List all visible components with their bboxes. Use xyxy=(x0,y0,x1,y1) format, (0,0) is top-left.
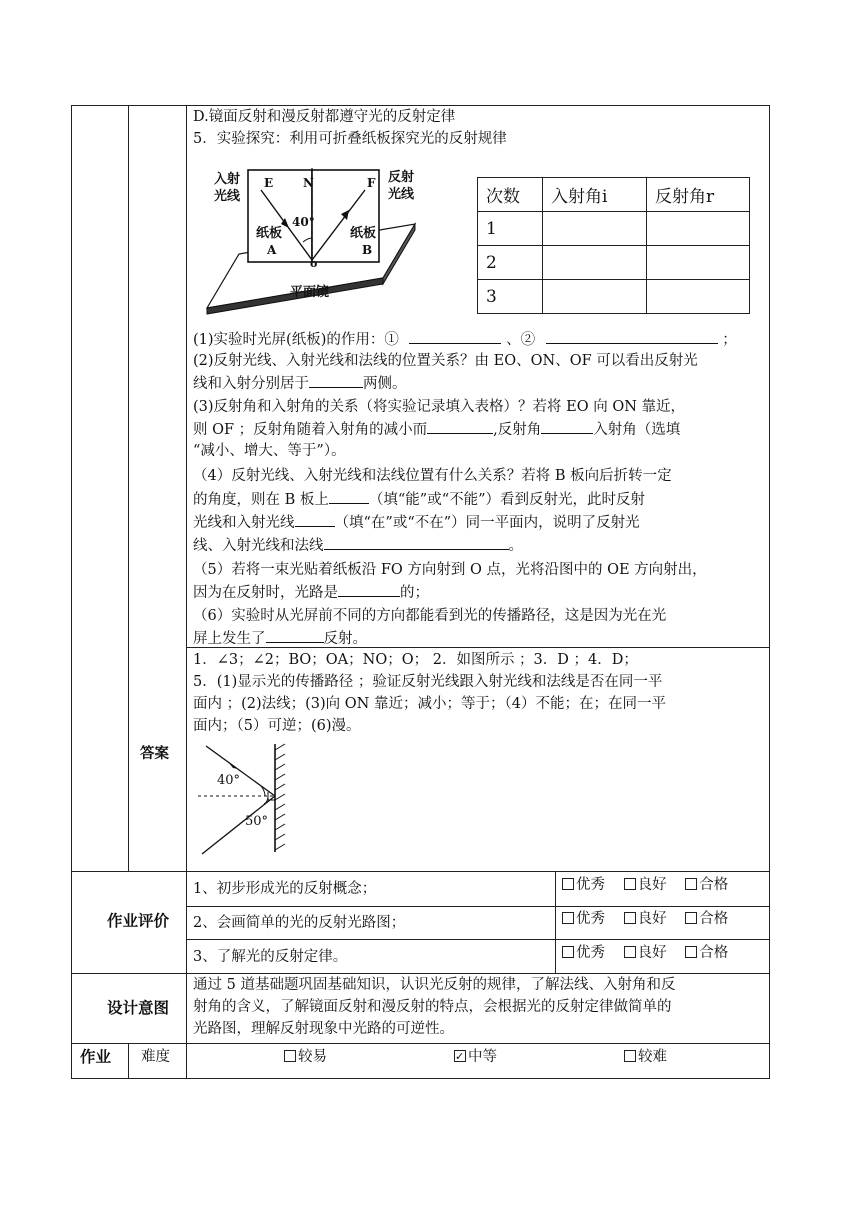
col-divider-2 xyxy=(186,105,187,1078)
data-table-cell[interactable] xyxy=(543,280,647,314)
col-divider-1-footer xyxy=(128,1043,129,1078)
fig-label-o: o xyxy=(310,257,318,270)
option-label-pass: 合格 xyxy=(699,945,729,961)
option-label-pass: 合格 xyxy=(699,911,729,927)
design-label: 设计意图 xyxy=(107,999,170,1017)
checkbox-pass[interactable] xyxy=(685,946,697,958)
fig-label-board-b-1: 纸板 xyxy=(350,226,377,241)
checkbox-good[interactable] xyxy=(624,878,636,890)
question-6-line-1: （6）实验时从光屏前不同的方向都能看到光的传播路径，这是因为光在光 xyxy=(193,608,667,624)
q5-blank[interactable] xyxy=(338,582,400,597)
q2-text-c: 两侧。 xyxy=(363,376,407,392)
q6-text-b: 屏上发生了 xyxy=(193,631,266,647)
checkbox-excellent[interactable] xyxy=(562,878,574,890)
question-6-line-2 xyxy=(193,628,367,650)
option-label-excellent: 优秀 xyxy=(576,945,605,961)
evaluation-options-row-1 xyxy=(562,875,728,896)
evaluation-options-row-2 xyxy=(562,909,728,930)
answer-label: 答案 xyxy=(140,746,169,762)
q1-text-c: ； xyxy=(722,332,737,348)
q4-blank-1[interactable] xyxy=(329,489,369,504)
option-label-excellent: 优秀 xyxy=(576,911,605,927)
item-5-title: 5．实验探究：利用可折叠纸板探究光的反射规律 xyxy=(193,131,507,147)
answer-fig-angle-1: 40° xyxy=(217,773,241,788)
item-d-text: D.镜面反射和漫反射都遵守光的反射定律 xyxy=(193,109,456,125)
design-line-1: 通过 5 道基础题巩固基础知识，认识光反射的规律，了解法线、入射角和反 xyxy=(193,977,676,993)
difficulty-option-hard xyxy=(624,1047,667,1068)
fig-label-angle: 40° xyxy=(292,215,315,229)
data-table-cell[interactable] xyxy=(543,212,647,246)
fig-label-reflect-2: 光线 xyxy=(388,187,415,202)
evaluation-label: 作业评价 xyxy=(107,912,170,930)
q2-text-b: 线和入射分别居于 xyxy=(193,376,309,392)
data-table-header: 次数 xyxy=(478,178,543,212)
q4-blank-3[interactable] xyxy=(324,535,509,550)
design-line-2: 射角的含义，了解镜面反射和漫反射的特点，会根据光的反射定律做简单的 xyxy=(193,999,672,1015)
fig-label-board-a-1: 纸板 xyxy=(256,226,283,241)
evaluation-item-3: 3、了解光的反射定律。 xyxy=(193,949,348,965)
difficulty-label-hard: 较难 xyxy=(638,1049,667,1065)
option-label-good: 良好 xyxy=(637,877,667,893)
answer-figure xyxy=(198,742,298,860)
eval-row-divider-1 xyxy=(186,906,770,907)
difficulty-label: 难度 xyxy=(141,1049,170,1065)
design-row-top-border xyxy=(71,973,770,974)
question-4-line-3 xyxy=(193,512,640,534)
fig-label-incident-2: 光线 xyxy=(214,189,241,204)
difficulty-label-medium: 中等 xyxy=(468,1049,497,1065)
answer-line-3: 面内 ；(2)法线；(3)向 ON 靠近；减小；等于；（4）不能；在；在同一平 xyxy=(193,696,666,712)
fig-label-board-b-2: B xyxy=(362,243,373,257)
col-divider-1 xyxy=(128,105,129,871)
data-table-cell[interactable] xyxy=(647,280,750,314)
q5-text-b: 因为在反射时，光路是 xyxy=(193,585,338,601)
difficulty-option-easy xyxy=(284,1047,327,1068)
q4-text-f: 线、入射光线和法线 xyxy=(193,538,324,554)
option-label-good: 良好 xyxy=(637,911,667,927)
eval-row-divider-2 xyxy=(186,939,770,940)
question-4-line-2 xyxy=(193,489,645,511)
data-table-header: 反射角r xyxy=(647,178,750,212)
fig-label-mirror: 平面镜 xyxy=(290,285,330,300)
question-4-line-4 xyxy=(193,535,523,557)
q4-text-g: 。 xyxy=(508,538,523,554)
option-label-excellent: 优秀 xyxy=(576,877,605,893)
data-table-cell[interactable] xyxy=(543,246,647,280)
table-right-border xyxy=(769,105,770,1078)
question-5-line-1: （5）若将一束光贴着纸板沿 FO 方向射到 O 点，光将沿图中的 OE 方向射出， xyxy=(193,562,707,578)
design-line-3: 光路图，理解反射现象中光路的可逆性。 xyxy=(193,1021,454,1037)
question-2-line-1: (2)反射光线、入射光线和法线的位置关系？由 EO、ON、OF 可以看出反射光 xyxy=(193,353,698,369)
q3-text-c: ,反射角 xyxy=(493,422,542,438)
q3-blank-2[interactable] xyxy=(541,419,593,434)
difficulty-option-medium xyxy=(454,1047,497,1068)
checkbox-pass[interactable] xyxy=(685,878,697,890)
question-4-line-1: （4）反射光线、入射光线和法线位置有什么关系？若将 B 板向后折转一定 xyxy=(193,468,672,484)
checkbox-good[interactable] xyxy=(624,946,636,958)
answer-line-4: 面内；（5）可逆；(6)漫。 xyxy=(193,718,361,734)
evaluation-item-1: 1、初步形成光的反射概念； xyxy=(193,881,377,897)
eval-options-divider xyxy=(555,871,556,973)
question-2-line-2 xyxy=(193,373,407,395)
checkbox-pass[interactable] xyxy=(685,912,697,924)
checkbox-medium-checked[interactable] xyxy=(454,1050,466,1062)
q6-text-c: 反射。 xyxy=(323,631,367,647)
checkbox-good[interactable] xyxy=(624,912,636,924)
table-left-border xyxy=(71,105,72,1078)
q4-text-d: 光线和入射光线 xyxy=(193,515,295,531)
q6-blank[interactable] xyxy=(266,628,324,643)
q4-text-e: （填“在”或“不在”）同一平面内，说明了反射光 xyxy=(334,515,640,531)
fig-label-f: F xyxy=(367,176,376,190)
table-top-border xyxy=(71,105,770,106)
fig-label-incident-1: 入射 xyxy=(214,172,241,187)
data-table-cell: 2 xyxy=(478,246,543,280)
q1-text-a: (1)实验时光屏(纸板)的作用：① xyxy=(193,332,399,348)
question-3-line-2 xyxy=(193,419,680,441)
difficulty-label-easy: 较易 xyxy=(298,1049,327,1065)
evaluation-item-2: 2、会画简单的光的反射光路图； xyxy=(193,915,406,931)
data-table-row xyxy=(478,212,750,246)
fig-label-board-a-2: A xyxy=(267,243,277,257)
data-table-row xyxy=(478,280,750,314)
checkbox-hard[interactable] xyxy=(624,1050,636,1062)
q4-text-b: 的角度，则在 B 板上 xyxy=(193,492,329,508)
option-label-good: 良好 xyxy=(637,945,667,961)
q3-text-b: 则 OF ；反射角随着入射角的减小而 xyxy=(193,422,428,438)
data-table-cell[interactable] xyxy=(647,246,750,280)
q3-blank-1[interactable] xyxy=(427,419,493,434)
question-1 xyxy=(193,329,737,351)
q2-blank[interactable] xyxy=(309,373,363,388)
footer-row-top-border xyxy=(71,1043,770,1044)
fig-label-reflect-1: 反射 xyxy=(388,170,415,185)
question-5-line-2 xyxy=(193,582,429,604)
data-table xyxy=(477,177,750,314)
table-bottom-border xyxy=(71,1078,770,1079)
answer-fig-angle-2: 50° xyxy=(245,814,269,829)
data-table-row xyxy=(478,246,750,280)
question-3-line-1: (3)反射角和入射角的关系（将实验记录填入表格）？若将 EO 向 ON 靠近， xyxy=(193,399,686,415)
checkbox-excellent[interactable] xyxy=(562,946,574,958)
evaluation-options-row-3 xyxy=(562,943,728,964)
q1-blank-1[interactable] xyxy=(409,329,501,344)
eval-row-top-border xyxy=(71,871,770,872)
data-table-cell: 1 xyxy=(478,212,543,246)
checkbox-easy[interactable] xyxy=(284,1050,296,1062)
data-table-header-row xyxy=(478,178,750,212)
q5-text-c: 的； xyxy=(400,585,429,601)
answer-line-1: 1．∠3；∠2；BO；OA；NO；O； 2．如图所示 ；3．D ；4．D； xyxy=(193,652,638,668)
fig-label-e: E xyxy=(264,176,274,190)
data-table-cell: 3 xyxy=(478,280,543,314)
q1-blank-2[interactable] xyxy=(546,329,718,344)
q4-text-c: （填“能”或“不能”）看到反射光，此时反射 xyxy=(368,492,646,508)
answer-line-2: 5．(1)显示光的传播路径 ；验证反射光线跟入射光线和法线是否在同一平 xyxy=(193,674,663,690)
data-table-cell[interactable] xyxy=(647,212,750,246)
q3-text-d: 入射角（选填 xyxy=(593,422,681,438)
option-label-pass: 合格 xyxy=(699,877,729,893)
footer-label: 作业 xyxy=(80,1048,112,1066)
question-3-line-3: “减小、增大、等于”）。 xyxy=(193,443,346,459)
fig-label-n: N xyxy=(303,176,314,190)
q1-text-b: 、② xyxy=(506,332,536,348)
data-table-header: 入射角i xyxy=(543,178,647,212)
q4-blank-2[interactable] xyxy=(295,512,335,527)
checkbox-excellent[interactable] xyxy=(562,912,574,924)
